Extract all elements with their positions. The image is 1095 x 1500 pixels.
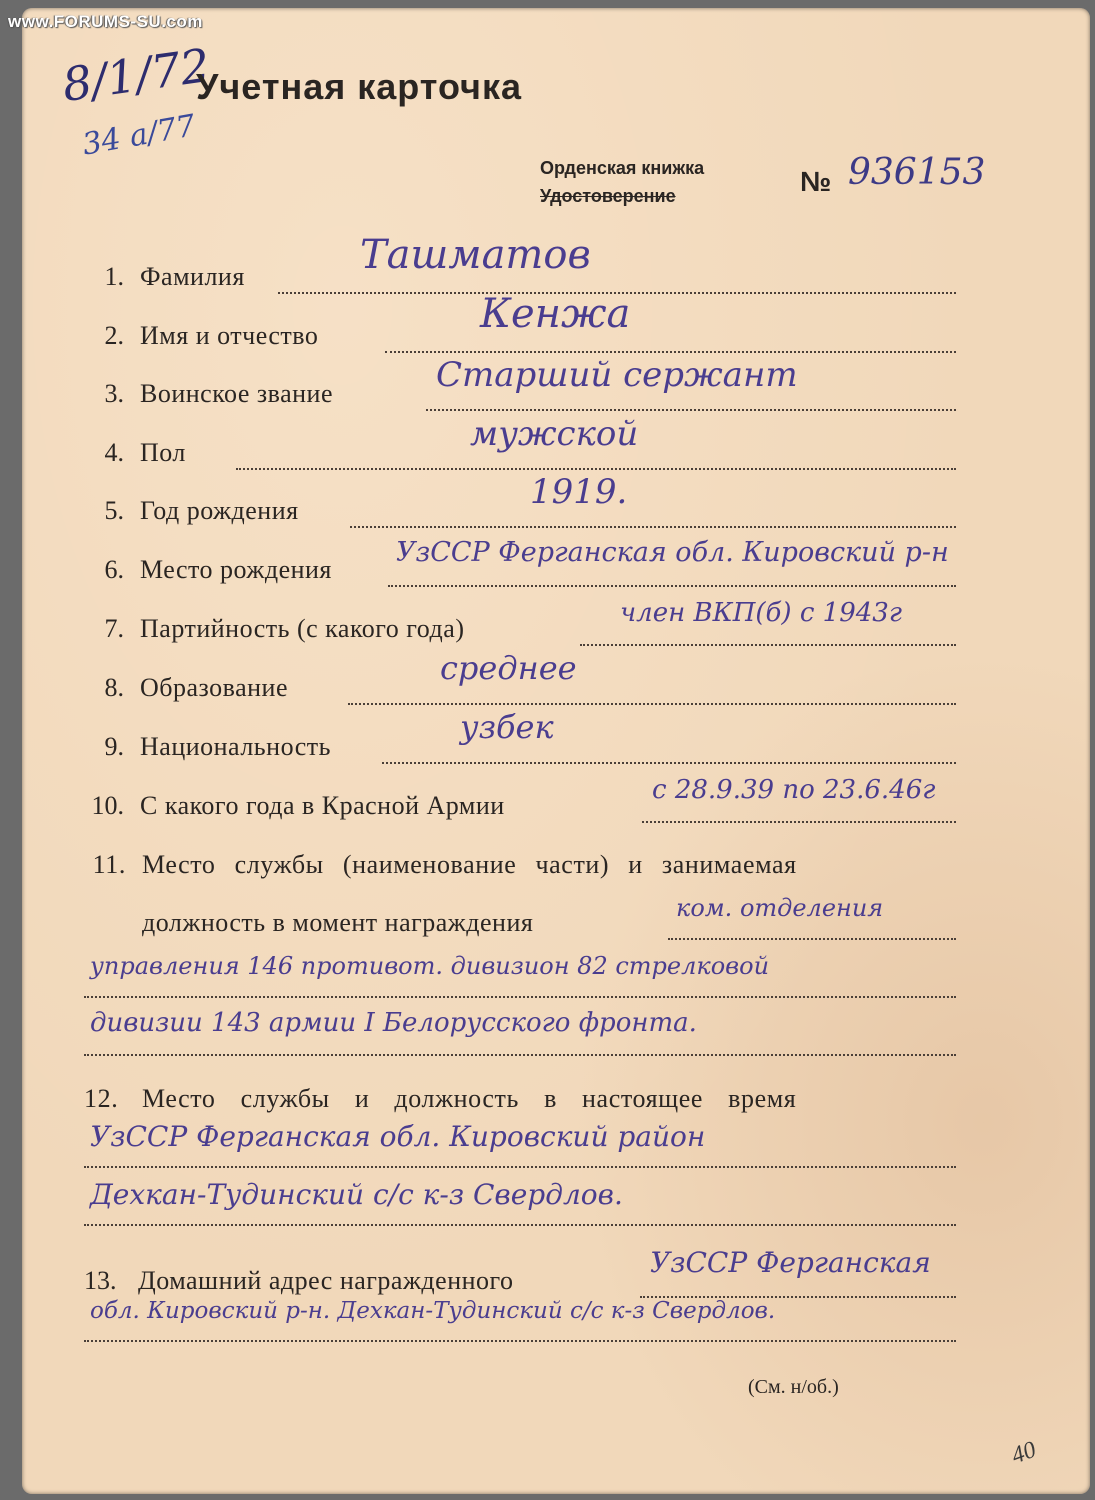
field-number: 9. xyxy=(104,732,124,761)
field-line xyxy=(84,1166,956,1168)
document-type xyxy=(540,154,704,210)
field-number: 2. xyxy=(104,321,124,350)
field-label: Партийность (с какого года) xyxy=(140,614,465,643)
field-continuation xyxy=(84,1120,956,1168)
page-title: Учетная карточка xyxy=(196,66,522,107)
field-number: 3. xyxy=(104,379,124,408)
field-number: 6. xyxy=(104,555,124,584)
field-label: Фамилия xyxy=(140,262,245,291)
field-label: Место службы и должность в настоящее время xyxy=(142,1084,797,1113)
field-value: мужской xyxy=(470,414,639,454)
field-row xyxy=(0,355,1000,411)
field-number: 4. xyxy=(104,438,124,467)
field-line xyxy=(84,1224,956,1226)
field-line xyxy=(348,703,956,705)
field-value: Кенжа xyxy=(480,291,631,337)
document-type-certificate: Удостоверение xyxy=(540,186,676,206)
field-continuation xyxy=(84,952,956,998)
field-label: Имя и отчество xyxy=(140,321,319,350)
field-line xyxy=(385,351,956,353)
field-continuation xyxy=(84,1178,956,1226)
field-row xyxy=(0,649,1000,705)
field-value: УзССР Ферганская xyxy=(650,1246,931,1279)
field-value: ком. отделения xyxy=(676,894,884,922)
field-value: УзССР Ферганская обл. Кировский район xyxy=(90,1120,706,1153)
document-number-label: № xyxy=(800,166,832,197)
field-row xyxy=(0,1246,1000,1298)
field-line xyxy=(382,762,956,764)
field-row xyxy=(0,598,1000,646)
field-value: среднее xyxy=(440,649,577,687)
field-label: Национальность xyxy=(140,732,331,761)
field-line xyxy=(236,468,956,470)
field-label: Образование xyxy=(140,673,289,702)
field-value: УзССР Ферганская обл. Кировский р-н xyxy=(396,537,949,568)
field-value: член ВКП(б) с 1943г xyxy=(620,598,902,628)
field-line xyxy=(642,821,956,823)
field-label: Пол xyxy=(140,438,186,467)
field-number: 11. xyxy=(92,850,126,879)
field-label: С какого года в Красной Армии xyxy=(140,791,505,820)
field-value: Дехкан-Тудинский с/с к-з Свердлов. xyxy=(90,1178,623,1211)
document-type-order-book: Орденская книжка xyxy=(540,158,705,178)
field-line xyxy=(84,996,956,998)
field-continuation xyxy=(84,1298,956,1342)
field-value: обл. Кировский р-н. Дехкан-Тудинский с/с к-з Свердлов. xyxy=(90,1298,776,1324)
field-row xyxy=(0,708,1000,764)
field-value: Старший сержант xyxy=(436,355,798,395)
field-row xyxy=(0,232,1000,294)
footer-note: (См. н/об.) xyxy=(748,1376,839,1398)
field-value: дивизии 143 армии I Белорусского фронта. xyxy=(90,1008,697,1038)
field-label: Место рождения xyxy=(140,555,332,584)
field-row xyxy=(0,472,1000,528)
field-line xyxy=(84,1340,956,1342)
field-label: Место службы (наименование части) и занимаемая xyxy=(142,850,797,879)
field-row xyxy=(0,894,1000,940)
field-number: 1. xyxy=(104,262,124,291)
field-line xyxy=(580,644,956,646)
field-line xyxy=(350,526,956,528)
field-line xyxy=(668,938,956,940)
field-value: Ташматов xyxy=(360,232,591,278)
field-row xyxy=(0,537,1000,587)
field-line xyxy=(426,409,956,411)
field-row xyxy=(0,775,1000,823)
field-value: 1919. xyxy=(530,472,628,512)
field-number: 10. xyxy=(91,791,124,820)
field-number: 5. xyxy=(104,496,124,525)
field-number: 12. xyxy=(84,1084,119,1113)
field-label: должность в момент награждения xyxy=(142,908,534,937)
field-number: 8. xyxy=(104,673,124,702)
watermark: www.FORUMS-SU.com xyxy=(8,12,203,31)
handwritten-stamp-top: 8/1/72 xyxy=(58,37,214,113)
field-row xyxy=(0,291,1000,353)
document-number-value: 936153 xyxy=(848,152,986,193)
field-label: Год рождения xyxy=(140,496,299,525)
field-line xyxy=(388,585,956,587)
field-continuation xyxy=(84,1008,956,1056)
field-label: Домашний адрес награжденного xyxy=(138,1266,514,1295)
page-number: 40 xyxy=(1008,1436,1040,1470)
field-row xyxy=(0,414,1000,470)
handwritten-stamp-bottom: 34 а/77 xyxy=(79,108,199,163)
field-line xyxy=(84,1054,956,1056)
field-value: управления 146 противот. дивизион 82 стрелковой xyxy=(90,952,770,980)
field-number: 13. xyxy=(84,1266,117,1295)
field-value: с 28.9.39 по 23.6.46г xyxy=(652,775,936,805)
field-value: узбек xyxy=(460,708,554,746)
field-number: 7. xyxy=(104,614,124,643)
field-label: Воинское звание xyxy=(140,379,333,408)
